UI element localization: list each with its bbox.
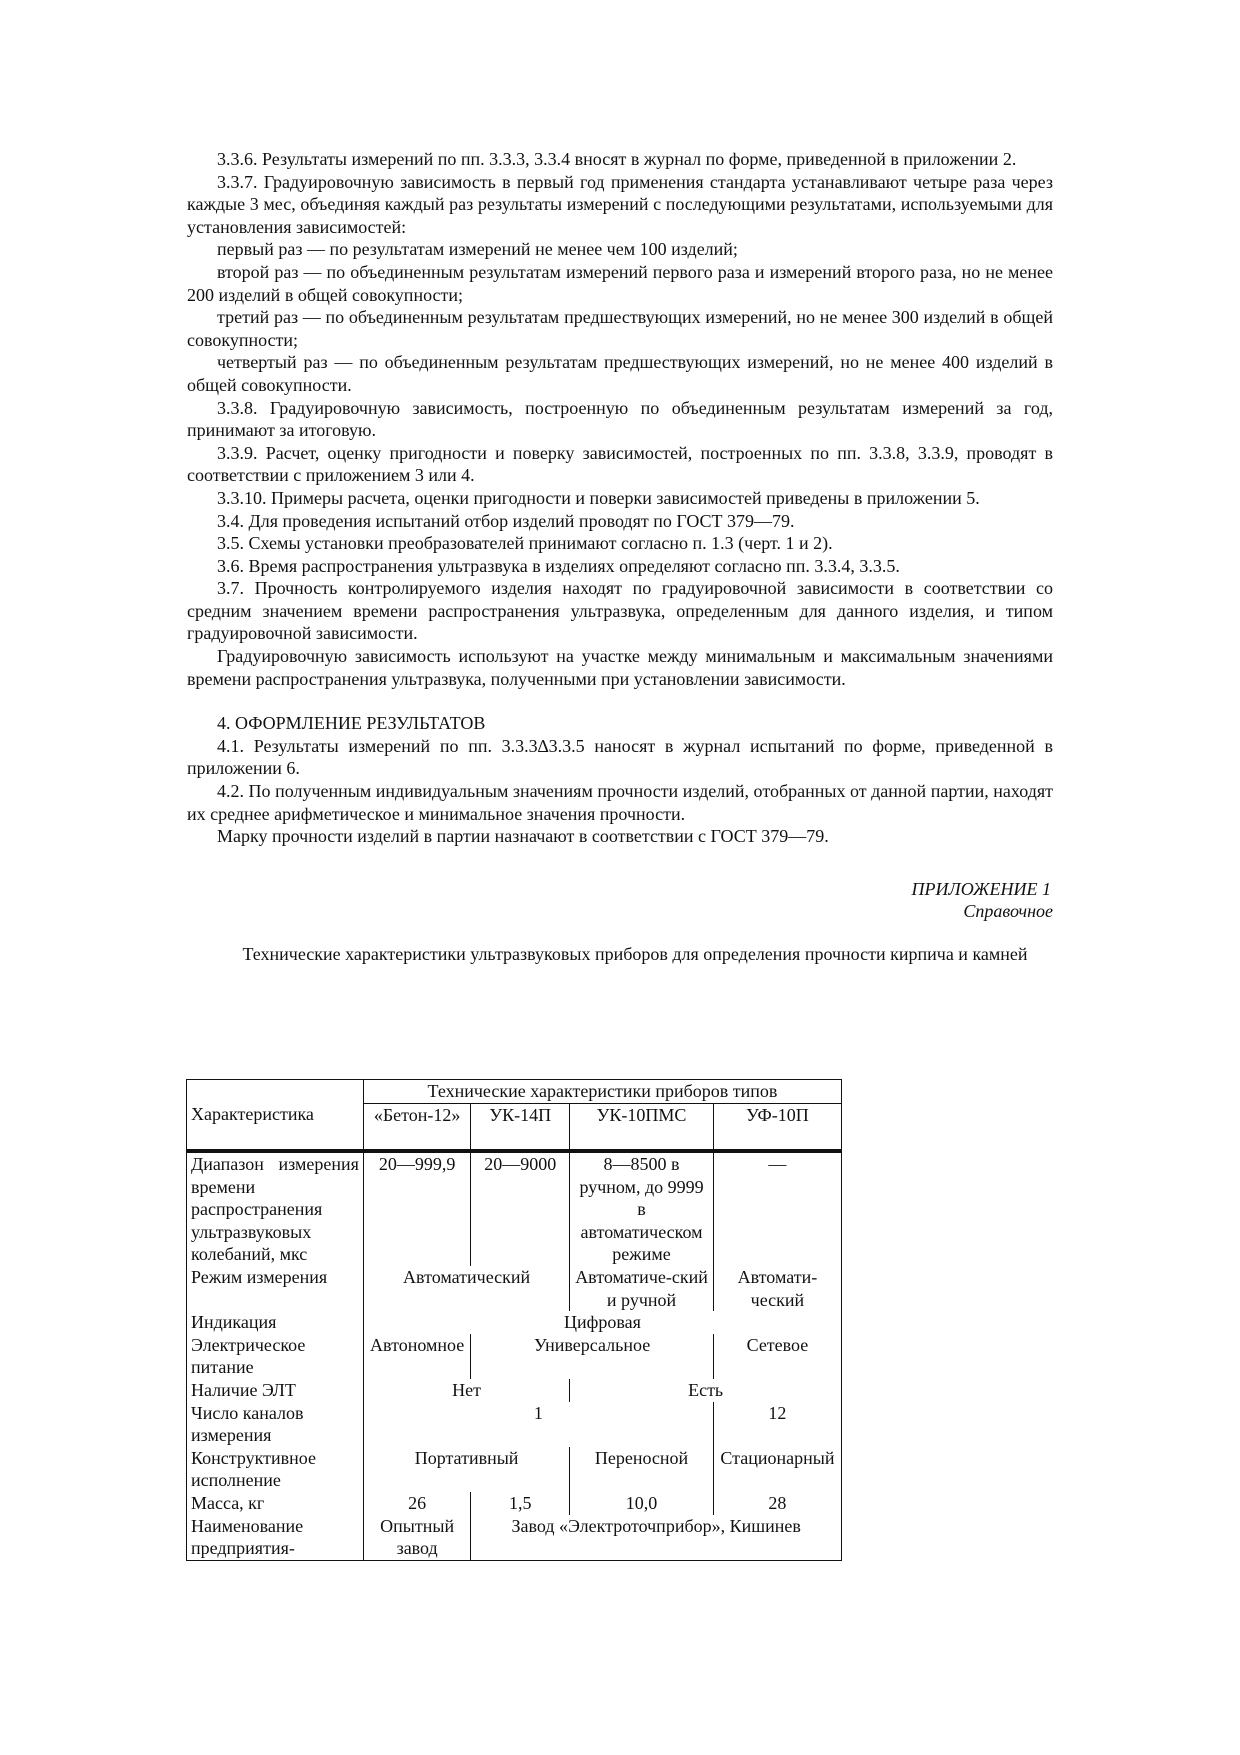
paragraph-3-3-8: 3.3.8. Градуировочную зависимость, построенную по объединенным результатам измерений за год, принимают за итоговую. xyxy=(187,397,1053,441)
table-row xyxy=(187,1379,842,1402)
table-row xyxy=(187,1447,842,1492)
cell-design-uf10: Стационарный xyxy=(713,1447,841,1492)
appendix-label: ПРИЛОЖЕНИЕ 1 xyxy=(911,878,1051,899)
specifications-table xyxy=(186,1079,842,1561)
cell-power-beton: Автономное xyxy=(363,1334,470,1379)
cell-range-uk10: 8—8500 в ручном, до 9999 в автоматическом режиме xyxy=(570,1151,714,1266)
row-label-crt: Наличие ЭЛТ xyxy=(187,1379,364,1402)
paragraph-3-4: 3.4. Для проведения испытаний отбор изделий проводят по ГОСТ 379—79. xyxy=(217,510,795,531)
paragraph-4-1: 4.1. Результаты измерений по пп. 3.3.3∆3.3.5 наносят в журнал испытаний по форме, приведенной в приложении 6. xyxy=(187,735,1053,779)
paragraph-third-time: третий раз — по объединенным результатам предшествующих измерений, но не менее 300 изделий в общей совокупности; xyxy=(187,307,1053,350)
cell-crt-uk10-uf10: Есть xyxy=(570,1379,842,1402)
paragraph-3-3-6: 3.3.6. Результаты измерений по пп. 3.3.3, 3.3.4 вносят в журнал по форме, приведенной в приложении 2. xyxy=(217,149,1017,169)
cell-design-beton-uk14: Портативный xyxy=(363,1447,569,1492)
cell-channels-uf10: 12 xyxy=(713,1402,841,1447)
cell-design-uk10: Переносной xyxy=(570,1447,714,1492)
table-row xyxy=(187,1492,842,1515)
paragraph-3-6: 3.6. Время распространения ультразвука в изделиях определяют согласно пп. 3.3.4, 3.3.5. xyxy=(217,555,900,576)
table-row xyxy=(187,1266,842,1311)
paragraph-3-3-7: 3.3.7. Градуировочную зависимость в первый год применения стандарта устанавливают четыре раза через каждые 3 мес, объединяя каждый раз результаты измерений с последующими результатами, используемыми для установления зависимостей: xyxy=(187,171,1053,237)
cell-range-uf10: — xyxy=(713,1151,841,1266)
table-row xyxy=(187,1311,842,1334)
cell-mass-beton: 26 xyxy=(363,1492,470,1515)
paragraph-4-2: 4.2. По полученным индивидуальным значениям прочности изделий, отобранных от данной партии, находят их среднее арифметическое и минимальное значения прочности. xyxy=(187,781,1053,824)
table-row xyxy=(187,1334,842,1379)
row-label-power: Электрическое питание xyxy=(187,1334,364,1379)
paragraph-fourth-time: четвертый раз — по объединенным результатам предшествующих измерений, но не менее 400 изделий в общей совокупности. xyxy=(187,352,1053,395)
paragraph-3-3-9: 3.3.9. Расчет, оценку пригодности и поверку зависимостей, построенных по пп. 3.3.8, 3.3.9, проводят в соответствии с приложением 3 или 4. xyxy=(187,442,1053,486)
header-device-uf10p: УФ-10П xyxy=(713,1103,841,1151)
section-4-title: 4. ОФОРМЛЕНИЕ РЕЗУЛЬТАТОВ xyxy=(217,713,486,734)
document-page xyxy=(187,148,1053,966)
cell-indication-all: Цифровая xyxy=(363,1311,841,1334)
table-header-row-1 xyxy=(187,1080,842,1104)
row-label-maker: Наименование предприятия- xyxy=(187,1515,364,1561)
paragraph-second-time: второй раз — по объединенным результатам измерений первого раза и измерений второго раза, но не менее 200 изделий в общей совокупности; xyxy=(187,261,1053,305)
paragraph-strength-grade: Марку прочности изделий в партии назначают в соответствии с ГОСТ 379—79. xyxy=(217,826,829,847)
cell-range-uk14: 20—9000 xyxy=(471,1151,570,1266)
table-caption: Технические характеристики ультразвуковых приборов для определения прочности кирпича и камней xyxy=(242,944,1028,964)
row-label-design: Конструктивное исполнение xyxy=(187,1447,364,1492)
cell-range-beton: 20—999,9 xyxy=(363,1151,470,1266)
cell-mass-uf10: 28 xyxy=(713,1492,841,1515)
header-device-beton: «Бетон-12» xyxy=(363,1103,470,1151)
cell-maker-others: Завод «Электроточприбор», Кишинев xyxy=(471,1515,842,1561)
paragraph-calibration-range: Градуировочную зависимость используют на участке между минимальным и максимальным значениями времени распространения ультразвука, полученными при установлении зависимости. xyxy=(187,646,1053,689)
cell-power-uf10: Сетевое xyxy=(713,1334,841,1379)
table-row xyxy=(187,1402,842,1447)
appendix-type: Справочное xyxy=(963,901,1053,922)
cell-power-uk14-uk10: Универсальное xyxy=(471,1334,714,1379)
cell-mode-beton-uk14: Автоматический xyxy=(363,1266,569,1311)
row-label-channels: Число каналов измерения xyxy=(187,1402,364,1447)
row-label-mass: Масса, кг xyxy=(187,1492,364,1515)
row-label-range: Диапазон измерения времени распространения ультразвуковых колебаний, мкс xyxy=(187,1151,364,1266)
row-label-indication: Индикация xyxy=(187,1311,364,1334)
paragraph-first-time: первый раз — по результатам измерений не менее чем 100 изделий; xyxy=(217,239,738,260)
row-label-mode: Режим измерения xyxy=(187,1266,364,1311)
cell-mass-uk14: 1,5 xyxy=(471,1492,570,1515)
table-row xyxy=(187,1151,842,1266)
header-group: Технические характеристики приборов типов xyxy=(363,1080,841,1104)
table-row xyxy=(187,1515,842,1561)
cell-mass-uk10: 10,0 xyxy=(570,1492,714,1515)
header-device-uk10pms: УК-10ПМС xyxy=(570,1103,714,1151)
header-characteristic: Характеристика xyxy=(187,1080,364,1152)
header-device-uk14p: УК-14П xyxy=(471,1103,570,1151)
cell-crt-beton-uk14: Нет xyxy=(363,1379,569,1402)
cell-mode-uk10: Автоматиче-ский и ручной xyxy=(570,1266,714,1311)
cell-maker-beton: Опытный завод xyxy=(363,1515,470,1561)
cell-mode-uf10: Автомати-ческий xyxy=(713,1266,841,1311)
paragraph-3-3-10: 3.3.10. Примеры расчета, оценки пригодности и поверки зависимостей приведены в приложении 5. xyxy=(217,487,980,508)
paragraph-3-5: 3.5. Схемы установки преобразователей принимают согласно п. 1.3 (черт. 1 и 2). xyxy=(217,533,833,554)
cell-channels-beton-uk10: 1 xyxy=(363,1402,713,1447)
paragraph-3-7: 3.7. Прочность контролируемого изделия находят по градуировочной зависимости в соответствии со средним значением времени распространения ультразвука, определенным для данного изделия, и типом градуировочной зависимости. xyxy=(187,578,1053,644)
